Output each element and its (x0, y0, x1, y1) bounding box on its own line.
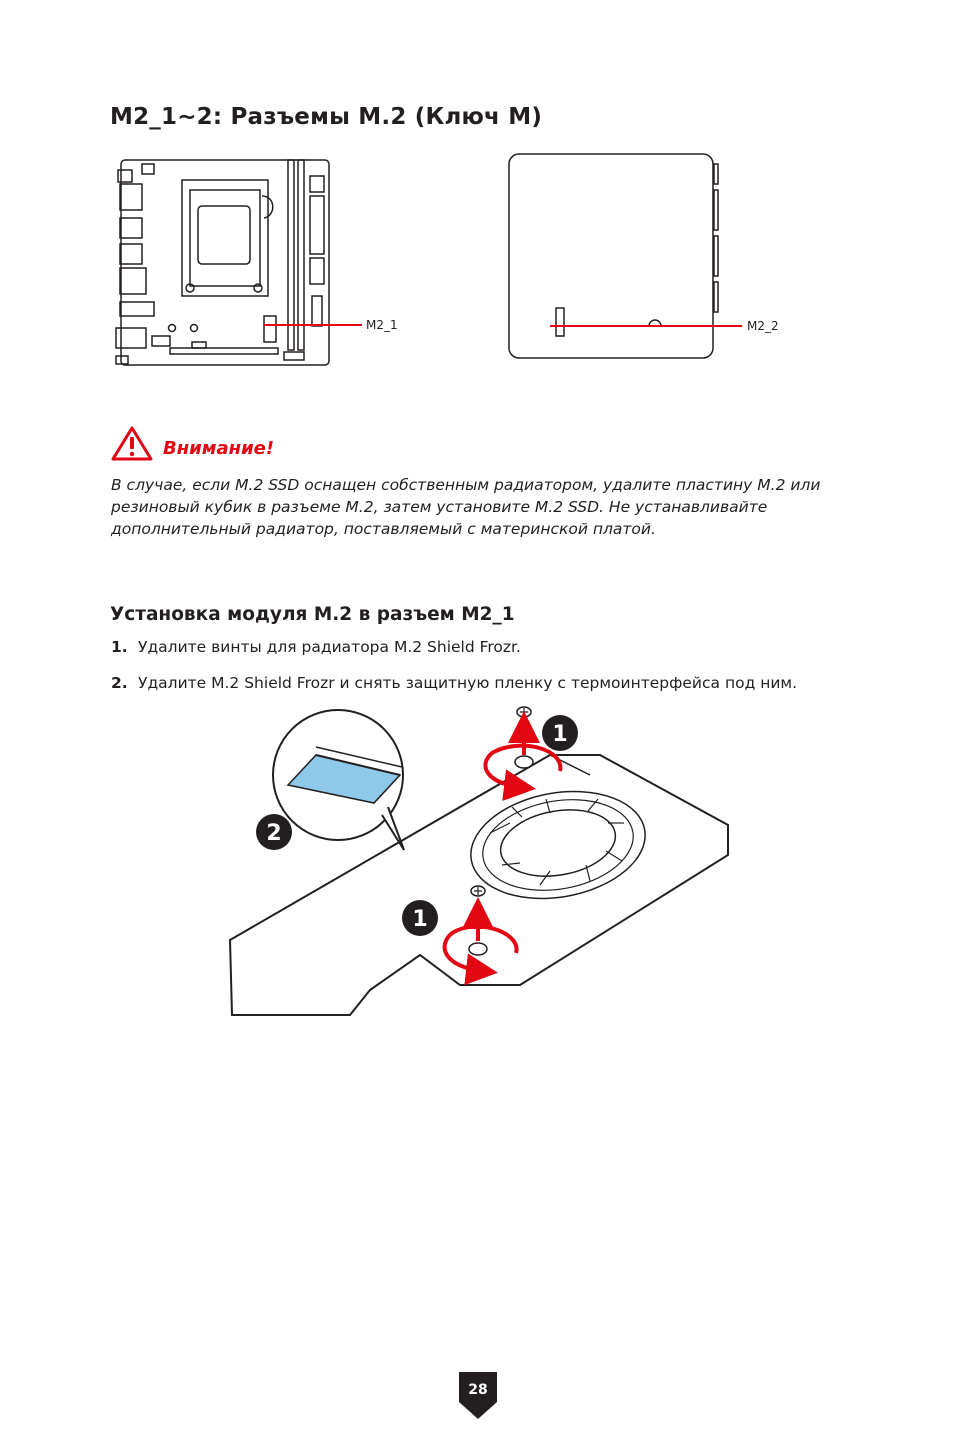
badge-1-bottom-label: 1 (412, 907, 428, 932)
badge-1-top-label: 1 (552, 722, 568, 747)
step-number: 1. (111, 638, 128, 656)
badge-2-label: 2 (266, 821, 282, 846)
m2-2-callout: M2_2 (747, 319, 779, 333)
install-title: Установка модуля M.2 в разъем M2_1 (110, 604, 515, 625)
step-1 (111, 638, 521, 656)
page-number-badge (459, 1372, 497, 1420)
heatsink-removal-diagram (220, 695, 750, 1040)
page-number: 28 (468, 1382, 488, 1398)
motherboard-figure (112, 156, 412, 370)
section-title: M2_1~2: Разъемы M.2 (Ключ M) (110, 104, 543, 130)
warning-title: Внимание! (163, 438, 275, 459)
warning-icon (110, 424, 154, 464)
step-text: Удалите M.2 Shield Frozr и снять защитную пленку с термоинтерфейса под ним. (138, 674, 798, 692)
step-number: 2. (111, 674, 128, 692)
warning-text: В случае, если M.2 SSD оснащен собственным радиатором, удалите пластину M.2 или резиновый кубик в разъеме M.2, затем установите M.2 SSD. Не устанавливайте дополнительный радиатор, поставляемый с материнской платой. (111, 476, 821, 538)
step-2 (111, 674, 797, 692)
step-text: Удалите винты для радиатора M.2 Shield Frozr. (138, 638, 521, 656)
m2-1-callout: M2_1 (366, 318, 398, 332)
board-back-figure (500, 150, 800, 366)
